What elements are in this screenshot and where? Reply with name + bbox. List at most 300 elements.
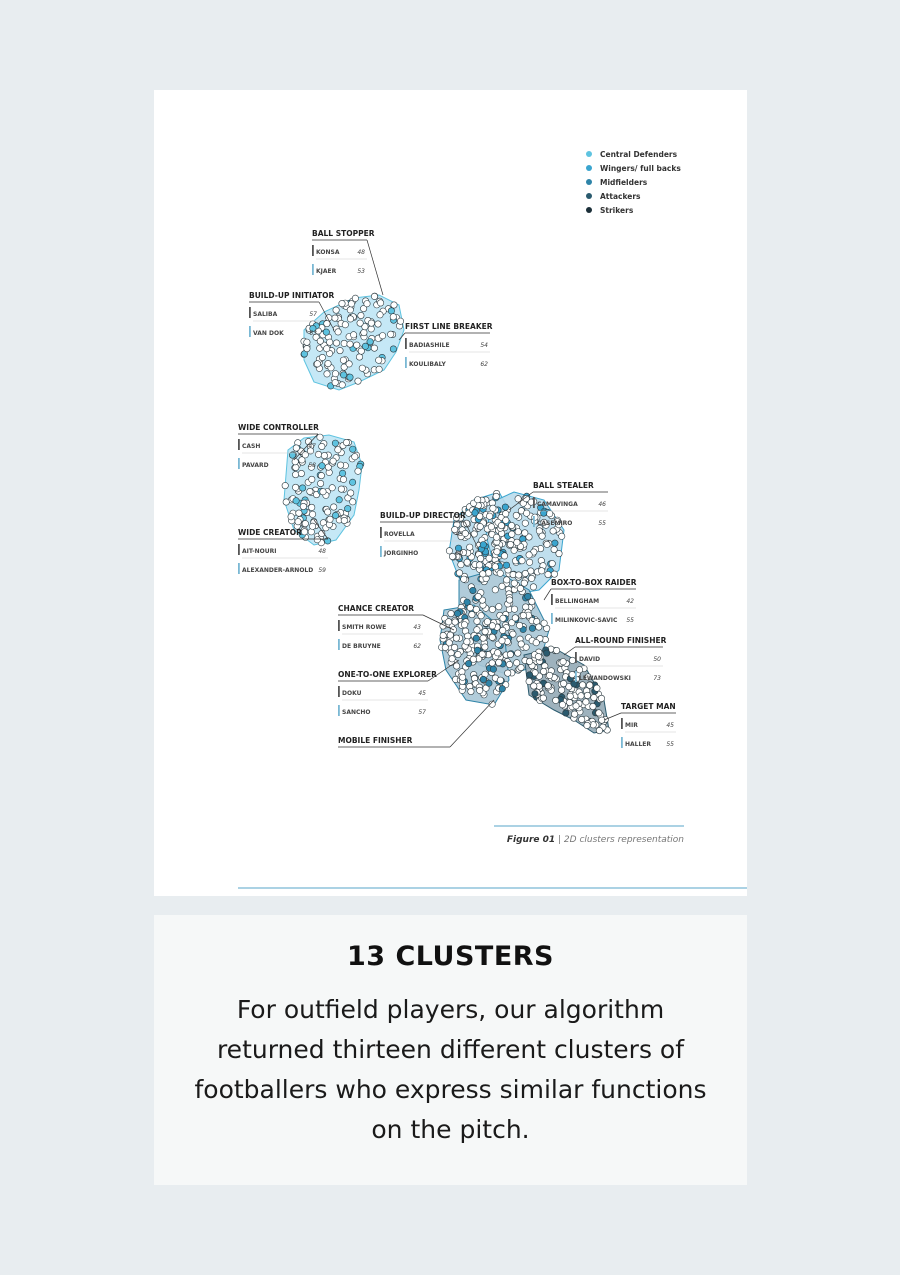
legend-marker xyxy=(586,207,592,213)
player-dot xyxy=(544,650,550,656)
player-dot xyxy=(329,485,335,491)
player-dot xyxy=(539,533,545,539)
caption-body: For outfield players, our algorithm returned thirteen different clusters of footballers who express similar functions on the pitch. xyxy=(194,995,707,1144)
player-dot xyxy=(346,361,352,367)
player-score: 57 xyxy=(418,709,426,716)
player-dot xyxy=(559,533,565,539)
player-dot xyxy=(356,354,362,360)
player-dot xyxy=(300,503,306,509)
leader-line xyxy=(450,700,494,747)
player-dot xyxy=(293,464,299,470)
cluster-title: ALL-ROUND FINISHER xyxy=(575,636,667,645)
player-dot xyxy=(446,548,452,554)
leader-line xyxy=(367,240,383,295)
player-dot xyxy=(538,568,544,574)
player-dot xyxy=(503,562,509,568)
player-name: DOKU xyxy=(342,690,362,697)
player-name: DE BRUYNE xyxy=(342,643,381,650)
player-dot xyxy=(333,340,339,346)
player-name: SMITH ROWE xyxy=(342,624,387,631)
player-dot xyxy=(349,479,355,485)
player-bar xyxy=(405,338,407,349)
cluster-callout xyxy=(575,636,667,682)
player-dot xyxy=(317,480,323,486)
player-dot xyxy=(298,470,304,476)
player-dot xyxy=(368,320,374,326)
player-dot xyxy=(556,550,562,556)
player-dot xyxy=(340,372,346,378)
player-dot xyxy=(560,659,566,665)
player-dot xyxy=(516,622,522,628)
player-dot xyxy=(590,703,596,709)
player-dot xyxy=(540,695,546,701)
player-dot xyxy=(320,489,326,495)
player-dot xyxy=(295,519,301,525)
player-dot xyxy=(332,379,338,385)
player-dot xyxy=(359,365,365,371)
player-bar xyxy=(338,686,340,697)
player-dot xyxy=(523,510,529,516)
player-dot xyxy=(529,625,535,631)
player-dot xyxy=(368,326,374,332)
player-dot xyxy=(469,611,475,617)
player-dot xyxy=(526,672,532,678)
cluster-title: BOX-TO-BOX RAIDER xyxy=(551,578,637,587)
player-dot xyxy=(553,647,559,653)
player-dot xyxy=(492,587,498,593)
player-dot xyxy=(515,650,521,656)
legend-marker xyxy=(586,179,592,185)
player-dot xyxy=(397,318,403,324)
player-dot xyxy=(343,439,349,445)
player-dot xyxy=(440,632,446,638)
player-dot xyxy=(488,524,494,530)
player-dot xyxy=(388,308,394,314)
player-bar xyxy=(249,307,251,318)
player-dot xyxy=(301,529,307,535)
player-dot xyxy=(464,639,470,645)
cluster-title: BALL STOPPER xyxy=(312,229,375,238)
player-score: 55 xyxy=(626,617,634,624)
player-dot xyxy=(445,619,451,625)
player-dot xyxy=(545,683,551,689)
player-bar xyxy=(238,563,240,574)
cluster-callout xyxy=(338,604,423,650)
player-dot xyxy=(327,516,333,522)
player-dot xyxy=(550,528,556,534)
player-dot xyxy=(347,316,353,322)
player-dot xyxy=(390,346,396,352)
player-dot xyxy=(355,378,361,384)
player-dot xyxy=(509,531,515,537)
player-dot xyxy=(485,570,491,576)
player-dot xyxy=(475,593,481,599)
player-dot xyxy=(458,562,464,568)
player-dot xyxy=(535,653,541,659)
player-bar xyxy=(533,497,535,508)
player-dot xyxy=(293,498,299,504)
player-dot xyxy=(492,564,498,570)
player-dot xyxy=(522,530,528,536)
player-dot xyxy=(569,657,575,663)
player-dot xyxy=(544,541,550,547)
player-dot xyxy=(493,534,499,540)
player-dot xyxy=(584,722,590,728)
player-dot xyxy=(502,504,508,510)
player-dot xyxy=(494,549,500,555)
player-dot xyxy=(489,634,495,640)
player-dot xyxy=(375,321,381,327)
player-dot xyxy=(584,692,590,698)
player-dot xyxy=(331,504,337,510)
player-dot xyxy=(296,510,302,516)
player-dot xyxy=(317,338,323,344)
player-dot xyxy=(459,674,465,680)
player-dot xyxy=(558,687,564,693)
player-dot xyxy=(342,322,348,328)
player-dot xyxy=(283,499,289,505)
player-name: CAMAVINGA xyxy=(537,501,578,508)
player-dot xyxy=(332,440,338,446)
player-dot xyxy=(340,357,346,363)
player-dot xyxy=(447,632,453,638)
player-score: 45 xyxy=(418,690,426,697)
legend-marker xyxy=(586,165,592,171)
player-dot xyxy=(498,522,504,528)
player-dot xyxy=(377,312,383,318)
player-score: 48 xyxy=(357,249,365,256)
cluster-title: TARGET MAN xyxy=(621,702,676,711)
player-dot xyxy=(566,699,572,705)
player-dot xyxy=(516,572,522,578)
player-dot xyxy=(496,659,502,665)
player-dot xyxy=(553,697,559,703)
player-dot xyxy=(526,658,532,664)
player-dot xyxy=(388,331,394,337)
player-dot xyxy=(339,382,345,388)
player-dot xyxy=(319,443,325,449)
player-dot xyxy=(314,537,320,543)
player-dot xyxy=(321,452,327,458)
player-dot xyxy=(532,691,538,697)
player-dot xyxy=(503,511,509,517)
player-dot xyxy=(464,559,470,565)
player-dot xyxy=(508,522,514,528)
player-dot xyxy=(309,504,315,510)
player-dot xyxy=(299,485,305,491)
player-dot xyxy=(531,683,537,689)
player-dot xyxy=(489,660,495,666)
player-dot xyxy=(507,651,513,657)
player-dot xyxy=(474,627,480,633)
player-dot xyxy=(499,638,505,644)
player-dot xyxy=(337,462,343,468)
player-dot xyxy=(319,463,325,469)
player-dot xyxy=(376,366,382,372)
player-dot xyxy=(480,571,486,577)
player-dot xyxy=(573,703,579,709)
player-dot xyxy=(391,302,397,308)
player-dot xyxy=(494,650,500,656)
player-dot xyxy=(358,348,364,354)
player-dot xyxy=(451,644,457,650)
cluster-title: WIDE CONTROLLER xyxy=(238,423,319,432)
player-dot xyxy=(355,468,361,474)
player-dot xyxy=(325,509,331,515)
player-dot xyxy=(477,687,483,693)
player-dot xyxy=(530,584,536,590)
player-dot xyxy=(307,488,313,494)
player-dot xyxy=(376,357,382,363)
player-dot xyxy=(339,300,345,306)
player-dot xyxy=(462,530,468,536)
legend-label: Midfielders xyxy=(600,178,648,187)
legend-label: Strikers xyxy=(600,206,634,215)
player-dot xyxy=(591,694,597,700)
player-dot xyxy=(371,345,377,351)
player-dot xyxy=(489,623,495,629)
player-dot xyxy=(560,680,566,686)
player-dot xyxy=(315,451,321,457)
player-dot xyxy=(479,651,485,657)
player-dot xyxy=(309,523,315,529)
player-score: 47 xyxy=(308,443,316,450)
player-name: ALEXANDER-ARNOLD xyxy=(242,567,314,574)
player-name: DAVID xyxy=(579,656,601,663)
cluster-callout xyxy=(312,229,383,275)
player-name: KONSA xyxy=(316,249,340,256)
player-dot xyxy=(324,346,330,352)
player-dot xyxy=(350,332,356,338)
player-score: 60 xyxy=(455,550,463,557)
cluster-callout xyxy=(551,578,637,624)
player-dot xyxy=(454,610,460,616)
player-dot xyxy=(486,555,492,561)
player-dot xyxy=(475,497,481,503)
player-dot xyxy=(499,583,505,589)
player-dot xyxy=(318,472,324,478)
cluster-callout xyxy=(405,322,493,368)
player-dot xyxy=(486,513,492,519)
player-score: 46 xyxy=(598,501,606,508)
player-dot xyxy=(345,505,351,511)
legend-label: Central Defenders xyxy=(600,150,678,159)
player-dot xyxy=(338,486,344,492)
cluster-title: BUILD-UP INITIATOR xyxy=(249,291,335,300)
player-dot xyxy=(347,374,353,380)
player-dot xyxy=(473,635,479,641)
cluster-callout xyxy=(338,670,437,716)
player-dot xyxy=(517,585,523,591)
player-score: 58 xyxy=(308,462,316,469)
player-dot xyxy=(472,510,478,516)
player-score: 73 xyxy=(653,675,661,682)
player-dot xyxy=(501,553,507,559)
player-dot xyxy=(348,490,354,496)
player-dot xyxy=(309,476,315,482)
player-dot xyxy=(352,295,358,301)
player-name: PAVARD xyxy=(242,462,269,469)
player-dot xyxy=(367,339,373,345)
player-dot xyxy=(578,693,584,699)
player-name: VAN DOK xyxy=(253,330,284,337)
player-bar xyxy=(380,527,382,538)
player-dot xyxy=(533,640,539,646)
figure-card xyxy=(154,90,747,896)
player-dot xyxy=(499,686,505,692)
player-dot xyxy=(341,340,347,346)
player-score: 55 xyxy=(598,520,606,527)
cluster-callout xyxy=(338,736,450,747)
player-dot xyxy=(302,520,308,526)
player-dot xyxy=(576,667,582,673)
player-dot xyxy=(549,560,555,566)
player-bar xyxy=(551,613,553,624)
player-dot xyxy=(332,315,338,321)
player-score: 59 xyxy=(318,567,326,574)
player-score: 48 xyxy=(318,548,326,555)
player-dot xyxy=(357,320,363,326)
player-dot xyxy=(293,445,299,451)
player-dot xyxy=(490,505,496,511)
player-dot xyxy=(551,571,557,577)
player-bar xyxy=(621,718,623,729)
player-dot xyxy=(467,544,473,550)
player-dot xyxy=(478,613,484,619)
player-dot xyxy=(477,555,483,561)
figure-separator: | xyxy=(555,835,564,845)
player-dot xyxy=(319,354,325,360)
player-bar xyxy=(551,594,553,605)
player-name: MILINKOVIC-SAVIC xyxy=(555,617,618,624)
player-dot xyxy=(559,702,565,708)
player-name: JORGINHO xyxy=(384,550,419,557)
player-dot xyxy=(598,695,604,701)
player-dot xyxy=(547,511,553,517)
player-bar xyxy=(405,357,407,368)
player-bar xyxy=(338,705,340,716)
player-name: AIT-NOURI xyxy=(242,548,277,555)
player-dot xyxy=(511,547,517,553)
player-dot xyxy=(496,604,502,610)
legend-marker xyxy=(586,151,592,157)
player-dot xyxy=(449,656,455,662)
player-dot xyxy=(552,540,558,546)
player-dot xyxy=(526,559,532,565)
player-dot xyxy=(579,682,585,688)
player-dot xyxy=(490,666,496,672)
player-dot xyxy=(526,552,532,558)
player-dot xyxy=(335,329,341,335)
player-dot xyxy=(350,446,356,452)
player-name: CASH xyxy=(242,443,261,450)
player-dot xyxy=(456,570,462,576)
cluster-title: FIRST LINE BREAKER xyxy=(405,322,493,331)
player-dot xyxy=(546,672,552,678)
player-bar xyxy=(238,544,240,555)
player-bar xyxy=(312,245,314,256)
player-dot xyxy=(480,676,486,682)
player-dot xyxy=(587,682,593,688)
player-dot xyxy=(506,597,512,603)
player-score: 42 xyxy=(626,598,634,605)
player-name: SANCHO xyxy=(342,709,371,716)
player-dot xyxy=(482,644,488,650)
player-dot xyxy=(323,329,329,335)
player-score: 54 xyxy=(480,342,488,349)
player-dot xyxy=(282,482,288,488)
player-bar xyxy=(621,737,623,748)
player-dot xyxy=(506,661,512,667)
player-name: MIR xyxy=(625,722,638,729)
player-dot xyxy=(515,529,521,535)
player-score: 43 xyxy=(455,531,463,538)
caption-card xyxy=(154,915,747,1185)
player-dot xyxy=(448,610,454,616)
player-dot xyxy=(504,577,510,583)
cluster-figure xyxy=(154,90,747,896)
player-dot xyxy=(511,606,517,612)
cluster-callout xyxy=(621,702,676,748)
player-dot xyxy=(337,347,343,353)
player-score: 43 xyxy=(413,624,421,631)
player-dot xyxy=(596,710,602,716)
figure-number: Figure 01 xyxy=(506,835,556,845)
player-dot xyxy=(505,670,511,676)
leader-line xyxy=(564,647,575,655)
caption-title: 13 CLUSTERS xyxy=(347,941,554,972)
player-score: 53 xyxy=(357,268,365,275)
player-dot xyxy=(379,333,385,339)
player-score: 57 xyxy=(309,311,317,318)
player-dot xyxy=(571,711,577,717)
player-dot xyxy=(470,656,476,662)
player-dot xyxy=(503,517,509,523)
cluster-title: BALL STEALER xyxy=(533,481,594,490)
player-name: KOULIBALY xyxy=(409,361,446,368)
player-dot xyxy=(521,580,527,586)
player-score: 45 xyxy=(666,722,674,729)
player-dot xyxy=(304,345,310,351)
player-dot xyxy=(497,570,503,576)
player-dot xyxy=(579,716,585,722)
player-dot xyxy=(518,641,524,647)
cluster-title: BUILD-UP DIRECTOR xyxy=(380,511,466,520)
player-name: CASEMIRO xyxy=(537,520,573,527)
player-dot xyxy=(352,454,358,460)
player-dot xyxy=(497,677,503,683)
player-dot xyxy=(292,471,298,477)
player-dot xyxy=(480,635,486,641)
player-dot xyxy=(583,699,589,705)
player-dot xyxy=(473,606,479,612)
player-dot xyxy=(529,598,535,604)
player-dot xyxy=(390,314,396,320)
cluster-title: MOBILE FINISHER xyxy=(338,736,413,745)
player-dot xyxy=(348,301,354,307)
player-dot xyxy=(514,660,520,666)
legend-marker xyxy=(586,193,592,199)
player-dot xyxy=(455,651,461,657)
player-dot xyxy=(341,517,347,523)
player-bar xyxy=(380,546,382,557)
player-dot xyxy=(461,576,467,582)
player-score: 62 xyxy=(413,643,421,650)
player-dot xyxy=(569,671,575,677)
player-dot xyxy=(513,512,519,518)
legend-label: Wingers/ full backs xyxy=(600,164,681,173)
player-dot xyxy=(512,615,518,621)
